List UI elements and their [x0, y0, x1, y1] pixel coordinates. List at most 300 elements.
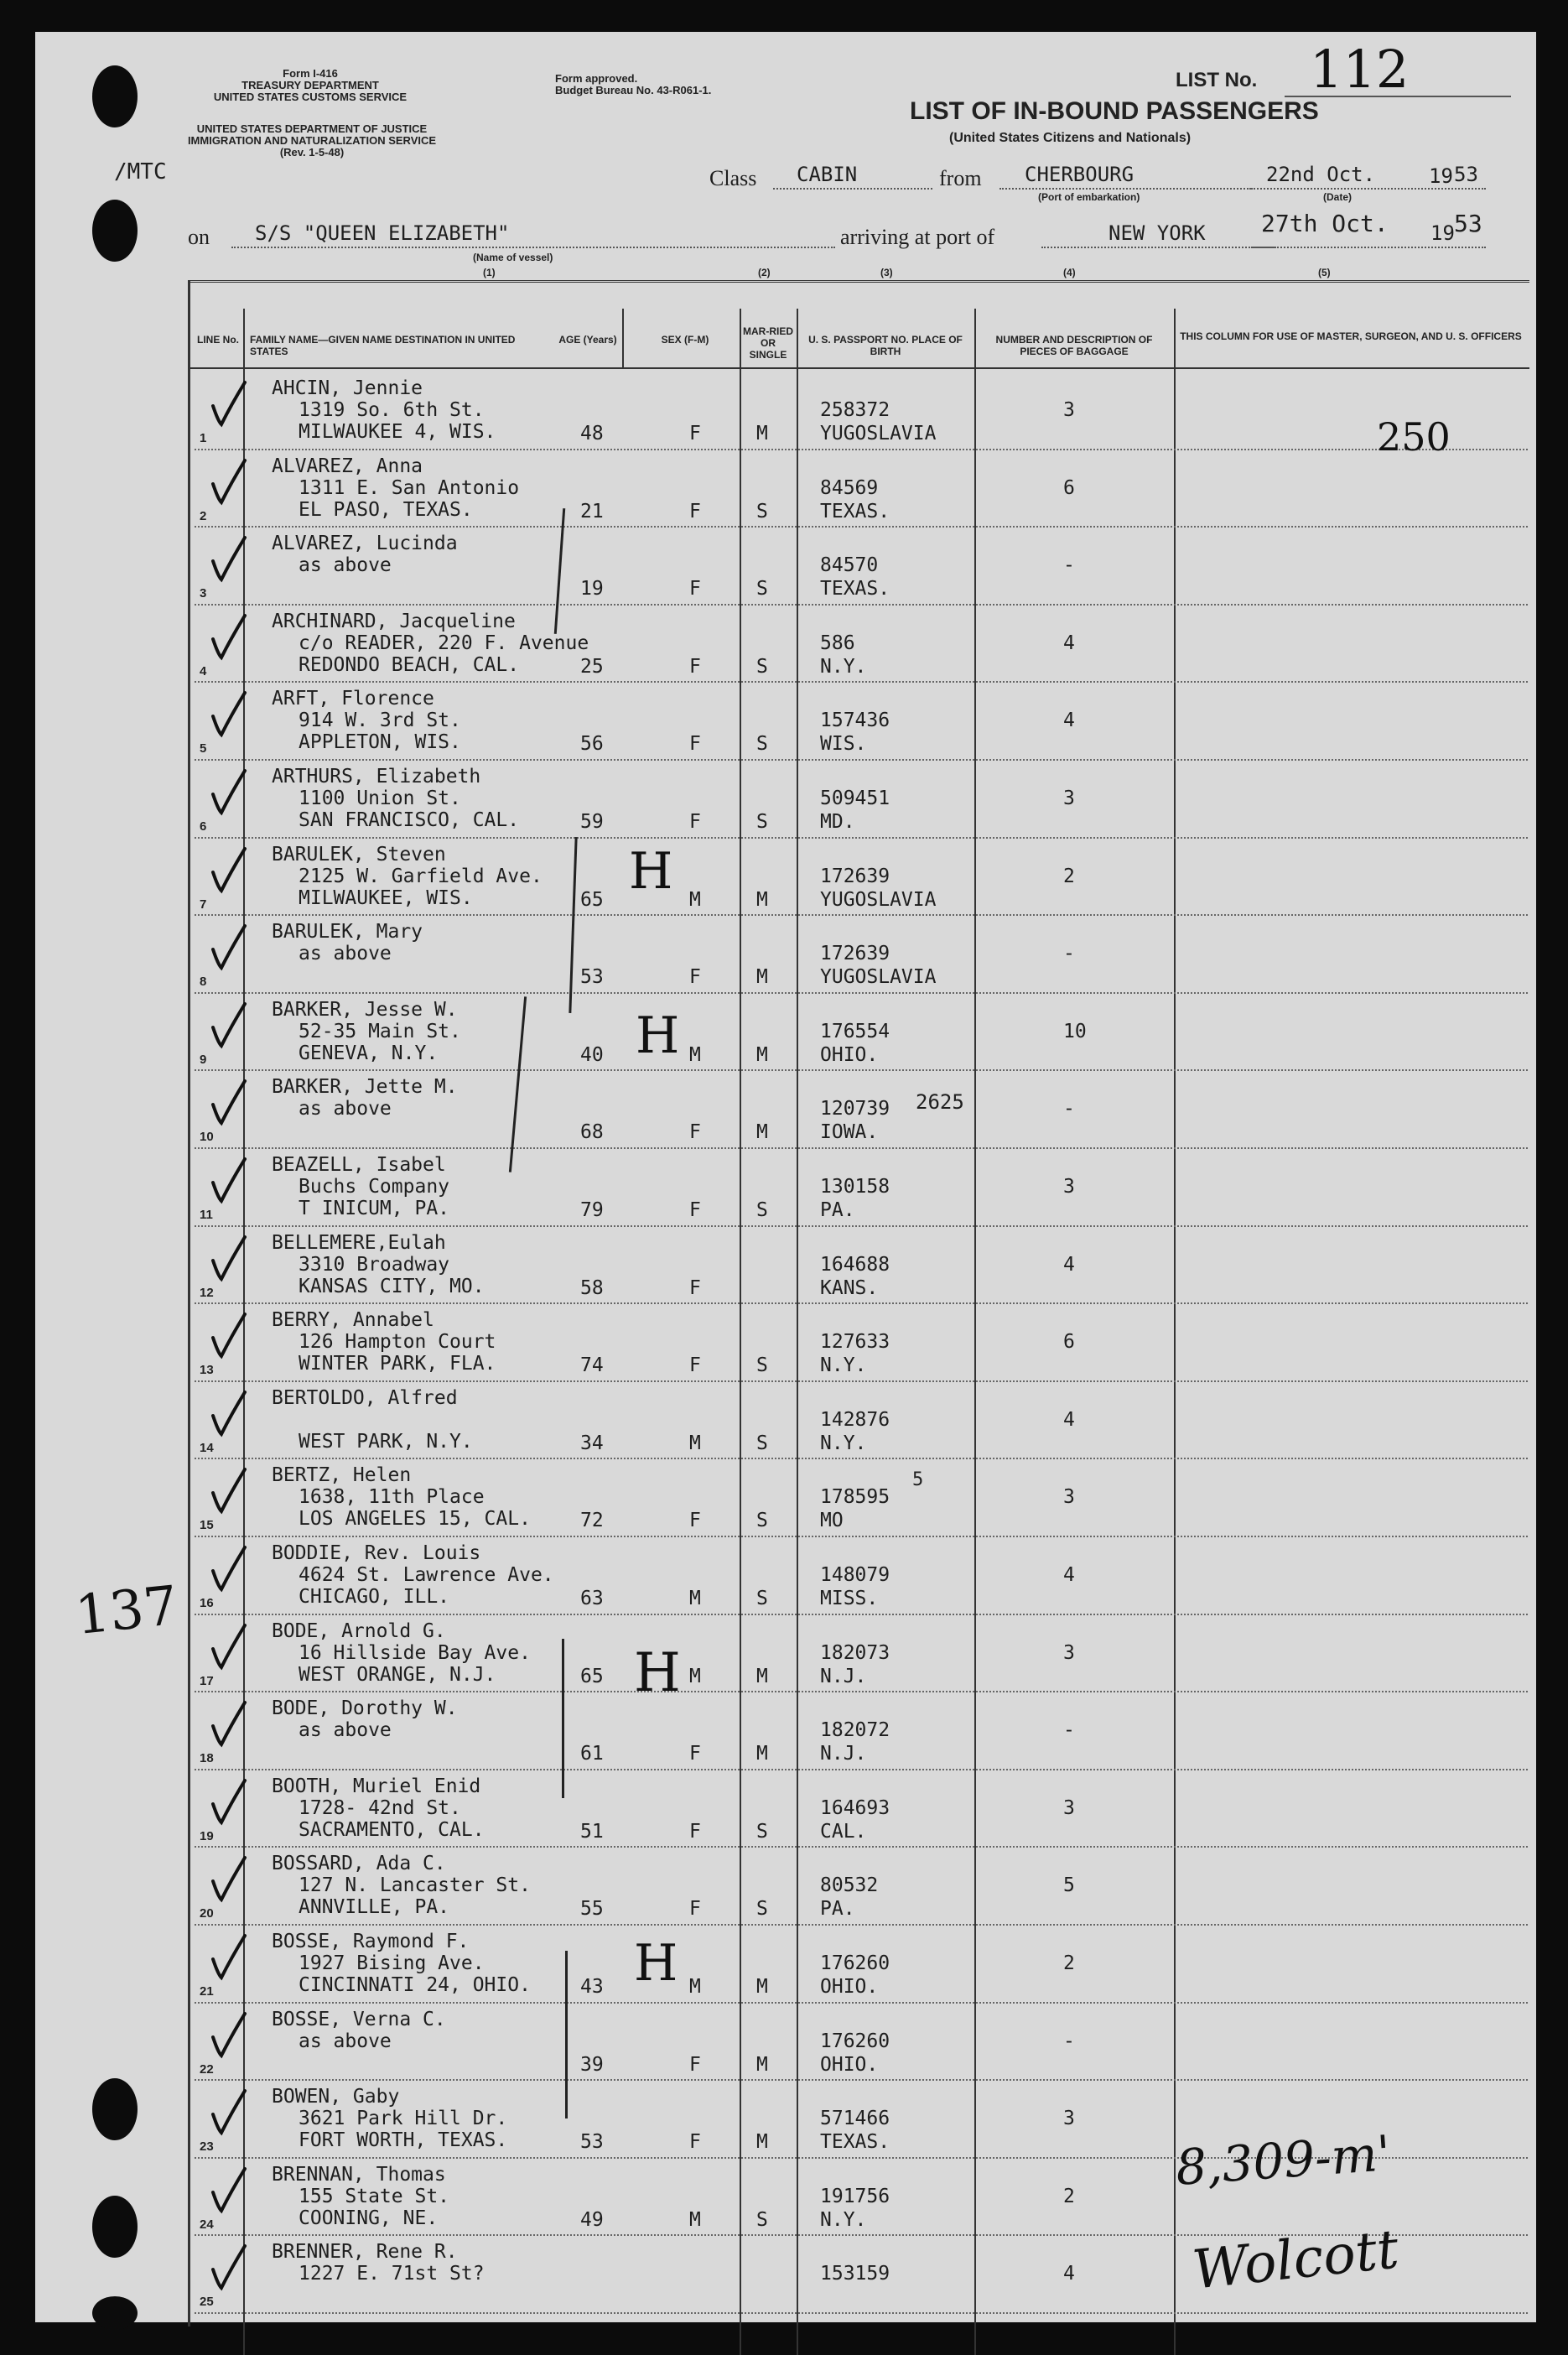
- destination-city: MILWAUKEE 4, WIS.: [299, 421, 496, 443]
- place-of-birth: N.J.: [820, 1743, 867, 1765]
- address-line: as above: [299, 554, 392, 577]
- passenger-name: BERRY, Annabel: [272, 1309, 434, 1332]
- place-of-birth: CAL.: [820, 1820, 867, 1843]
- inspector-signature: Wolcott: [1189, 2218, 1402, 2302]
- address-line: 1638, 11th Place: [299, 1486, 485, 1509]
- place-of-birth: TEXAS.: [820, 2131, 890, 2154]
- sex-value: F: [689, 1898, 701, 1921]
- baggage-count: 3: [1063, 399, 1075, 421]
- destination-city: REDONDO BEACH, CAL.: [299, 653, 520, 676]
- baggage-count: 5: [1063, 1874, 1075, 1897]
- sex-value: F: [689, 1820, 701, 1843]
- address-line: 914 W. 3rd St.: [299, 710, 461, 732]
- line-number: 2: [200, 508, 207, 523]
- punch-hole: [92, 65, 138, 127]
- marital-status: S: [756, 1510, 768, 1532]
- sex-value: F: [689, 423, 701, 444]
- passport-number: 157436: [820, 710, 890, 732]
- check-mark-icon: [208, 2010, 250, 2061]
- baggage-count: 4: [1063, 710, 1075, 732]
- line-number: 24: [200, 2217, 214, 2232]
- marital-status: S: [756, 1820, 768, 1843]
- line-number: 22: [200, 2061, 214, 2077]
- check-mark-icon: [208, 1234, 250, 1284]
- sex-value: F: [689, 966, 701, 989]
- sex-value: F: [689, 1199, 701, 1221]
- passport-correction: 2625: [916, 1090, 964, 1114]
- departure-date: 22nd Oct.: [1266, 163, 1376, 186]
- place-of-birth: OHIO.: [820, 1976, 879, 1998]
- passenger-name: BOSSE, Verna C.: [272, 2008, 446, 2030]
- marital-status: M: [756, 2053, 768, 2076]
- destination-city: ANNVILLE, PA.: [299, 1896, 450, 1919]
- marital-status: S: [756, 500, 768, 522]
- address-line: 16 Hillside Bay Ave.: [299, 1641, 531, 1664]
- justice-label: UNITED STATES DEPARTMENT OF JUSTICE: [196, 122, 428, 135]
- table-top-border: [188, 280, 1529, 283]
- passenger-name: ARCHINARD, Jacqueline: [272, 610, 516, 632]
- baggage-count: 2: [1063, 2185, 1075, 2207]
- passenger-name: ALVAREZ, Anna: [272, 455, 423, 477]
- passport-number: 84569: [820, 476, 879, 499]
- row-separator: [195, 2002, 1528, 2004]
- age-value: 79: [580, 1199, 604, 1221]
- destination-city: SACRAMENTO, CAL.: [299, 1818, 485, 1841]
- vessel-line: [231, 247, 835, 248]
- vessel-caption: (Name of vessel): [473, 252, 553, 263]
- passenger-name: BODDIE, Rev. Louis: [272, 1542, 481, 1564]
- baggage-count: -: [1063, 1098, 1075, 1120]
- class-line: [773, 188, 932, 190]
- sex-value: M: [689, 888, 701, 911]
- arrival-date-line: [1251, 247, 1486, 248]
- col-divider-passport: [797, 309, 798, 2355]
- passenger-name: BARULEK, Steven: [272, 843, 446, 866]
- baggage-count: -: [1063, 554, 1075, 577]
- row-separator: [195, 1225, 1528, 1227]
- passport-number: 176260: [820, 2030, 890, 2052]
- baggage-count: 3: [1063, 2108, 1075, 2130]
- destination-city: FORT WORTH, TEXAS.: [299, 2129, 508, 2152]
- row-separator: [195, 1302, 1528, 1304]
- col-divider-baggage: [974, 309, 976, 2355]
- passport-number: 153159: [820, 2263, 890, 2285]
- address-line: c/o READER, 220 F. Avenue: [299, 632, 589, 654]
- check-mark-icon: [208, 1389, 250, 1439]
- line-number: 20: [200, 1906, 214, 1921]
- passenger-name: BODE, Dorothy W.: [272, 1697, 458, 1720]
- place-of-birth: MO: [820, 1510, 844, 1532]
- check-mark-icon: [208, 2087, 250, 2138]
- passenger-name: ARFT, Florence: [272, 688, 434, 710]
- address-line: 3621 Park Hill Dr.: [299, 2108, 508, 2130]
- check-mark-icon: [208, 1699, 250, 1749]
- table-header-border: [188, 367, 1529, 369]
- destination-city: WINTER PARK, FLA.: [299, 1353, 496, 1375]
- passport-correction: 5: [912, 1469, 924, 1490]
- passenger-name: BERTOLDO, Alfred: [272, 1386, 458, 1409]
- check-mark-icon: [208, 923, 250, 973]
- sex-value: M: [689, 1432, 701, 1454]
- marital-status: S: [756, 733, 768, 756]
- place-of-birth: TEXAS.: [820, 500, 890, 522]
- place-of-birth: PA.: [820, 1199, 855, 1221]
- manifest-page: [35, 32, 1536, 2322]
- row-separator: [195, 449, 1528, 450]
- arrival-year-prefix: 19: [1430, 221, 1455, 245]
- row-separator: [195, 1691, 1528, 1692]
- row-separator: [195, 1458, 1528, 1459]
- check-mark-icon: [208, 689, 250, 740]
- passenger-name: BOSSARD, Ada C.: [272, 1853, 446, 1875]
- passport-number: 182073: [820, 1641, 890, 1664]
- check-mark-icon: [208, 1156, 250, 1206]
- place-of-birth: N.Y.: [820, 2208, 867, 2231]
- address-line: 2125 W. Garfield Ave.: [299, 865, 543, 887]
- row-separator: [195, 759, 1528, 761]
- passenger-name: ALVAREZ, Lucinda: [272, 533, 458, 555]
- row-separator: [195, 1614, 1528, 1615]
- treasury-label: TREASURY DEPARTMENT: [241, 79, 379, 91]
- destination-city: WEST PARK, N.Y.: [299, 1430, 473, 1453]
- line-number: 25: [200, 2295, 214, 2310]
- class-value: CABIN: [797, 163, 858, 186]
- place-of-birth: N.Y.: [820, 655, 867, 678]
- passport-number: 178595: [820, 1486, 890, 1509]
- age-value: 74: [580, 1354, 604, 1377]
- baggage-count: 2: [1063, 865, 1075, 887]
- line-number: 18: [200, 1751, 214, 1766]
- passenger-name: BERTZ, Helen: [272, 1464, 412, 1487]
- check-mark-icon: [208, 1622, 250, 1672]
- place-of-birth: N.J.: [820, 1665, 867, 1687]
- place-of-birth: MISS.: [820, 1588, 879, 1609]
- list-no-value: 112: [1310, 39, 1410, 100]
- passport-number: 176260: [820, 1952, 890, 1974]
- head-tax-mark-h: H: [636, 1006, 680, 1065]
- place-of-birth: MD.: [820, 811, 855, 833]
- age-value: 49: [580, 2208, 604, 2231]
- place-of-birth: WIS.: [820, 733, 867, 756]
- signature-number: 8,309-m': [1173, 2124, 1393, 2196]
- destination-city: LOS ANGELES 15, CAL.: [299, 1508, 531, 1531]
- family-bracket: [509, 996, 527, 1172]
- destination-city: MILWAUKEE, WIS.: [299, 886, 473, 909]
- age-value: 53: [580, 2131, 604, 2154]
- row-separator: [195, 2312, 1528, 2314]
- page-title: LIST OF IN-BOUND PASSENGERS: [910, 97, 1319, 125]
- passenger-name: BARULEK, Mary: [272, 921, 423, 944]
- place-of-birth: YUGOSLAVIA: [820, 888, 937, 911]
- age-value: 68: [580, 1121, 604, 1144]
- ins-label: IMMIGRATION AND NATURALIZATION SERVICE: [187, 134, 437, 147]
- col-header-officers: THIS COLUMN FOR USE OF MASTER, SURGEON, AND U. S. OFFICERS: [1180, 330, 1522, 342]
- list-no-label: LIST No.: [1176, 69, 1258, 91]
- arrival-date: 27th Oct.: [1261, 210, 1389, 237]
- passenger-name: BOOTH, Muriel Enid: [272, 1775, 481, 1797]
- sex-value: F: [689, 1510, 701, 1532]
- check-mark-icon: [208, 1001, 250, 1051]
- destination-city: CHICAGO, ILL.: [299, 1586, 450, 1608]
- place-of-birth: OHIO.: [820, 2053, 879, 2076]
- destination-city: CINCINNATI 24, OHIO.: [299, 1974, 531, 1996]
- age-value: 39: [580, 2053, 604, 2076]
- check-mark-icon: [208, 1466, 250, 1516]
- marital-status: M: [756, 1121, 768, 1144]
- age-value: 65: [580, 1665, 604, 1687]
- row-separator: [195, 914, 1528, 916]
- passport-number: 127633: [820, 1331, 890, 1354]
- from-value: CHERBOURG: [1025, 163, 1134, 186]
- sex-value: F: [689, 655, 701, 678]
- address-line: 1728- 42nd St.: [299, 1796, 461, 1819]
- departure-year-prefix: 19: [1429, 164, 1453, 188]
- head-tax-mark-h: H: [634, 1934, 678, 1993]
- passport-number: 571466: [820, 2108, 890, 2130]
- address-line: as above: [299, 1719, 392, 1742]
- marital-status: M: [756, 423, 768, 444]
- col-header-passport: U. S. PASSPORT NO. PLACE OF BIRTH: [808, 334, 963, 357]
- marital-status: M: [756, 888, 768, 911]
- baggage-count: 3: [1063, 1486, 1075, 1509]
- departure-year-suffix: 53: [1454, 163, 1478, 186]
- address-line: 1100 Union St.: [299, 788, 461, 809]
- line-number: 6: [200, 819, 207, 834]
- customs-label: UNITED STATES CUSTOMS SERVICE: [213, 91, 408, 103]
- passenger-name: BRENNAN, Thomas: [272, 2163, 446, 2186]
- place-of-birth: N.Y.: [820, 1432, 867, 1454]
- check-mark-icon: [208, 1311, 250, 1361]
- check-mark-icon: [208, 2243, 250, 2293]
- sex-value: F: [689, 1121, 701, 1144]
- on-label: on: [188, 225, 210, 249]
- place-of-birth: N.Y.: [820, 1354, 867, 1377]
- place-of-birth: KANS.: [820, 1276, 879, 1299]
- passport-number: 120739: [820, 1098, 890, 1120]
- baggage-count: 6: [1063, 476, 1075, 499]
- age-value: 53: [580, 966, 604, 989]
- passport-number: 182072: [820, 1719, 890, 1742]
- line-number: 5: [200, 741, 207, 756]
- row-separator: [195, 681, 1528, 683]
- sex-value: M: [689, 1588, 701, 1609]
- arrival-port: NEW YORK: [1109, 221, 1206, 245]
- baggage-count: -: [1063, 1719, 1075, 1742]
- passenger-name: ARTHURS, Elizabeth: [272, 766, 481, 788]
- col-number-1: (1): [483, 267, 496, 278]
- row-separator: [195, 1147, 1528, 1149]
- passenger-name: BODE, Arnold G.: [272, 1619, 446, 1642]
- baggage-count: 3: [1063, 1641, 1075, 1664]
- passenger-name: BARKER, Jette M.: [272, 1076, 458, 1099]
- family-bracket: [569, 837, 577, 1013]
- passport-number: 586: [820, 632, 855, 654]
- passport-number: 164693: [820, 1796, 890, 1819]
- passenger-name: BELLEMERE,Eulah: [272, 1231, 446, 1254]
- age-value: 48: [580, 423, 604, 444]
- age-value: 19: [580, 578, 604, 600]
- marital-status: S: [756, 1588, 768, 1609]
- punch-hole: [92, 2196, 138, 2258]
- col-divider-married: [740, 309, 741, 2355]
- place-of-birth: TEXAS.: [820, 578, 890, 600]
- address-line: 155 State St.: [299, 2185, 450, 2207]
- vessel-name: S/S "QUEEN ELIZABETH": [255, 221, 510, 245]
- check-mark-icon: [208, 1932, 250, 1983]
- line-number: 9: [200, 1052, 207, 1067]
- col-divider-officers: [1174, 309, 1176, 2355]
- age-value: 63: [580, 1588, 604, 1609]
- baggage-count: 2: [1063, 1952, 1075, 1974]
- col-header-baggage: NUMBER AND DESCRIPTION OF PIECES OF BAGGAGE: [995, 334, 1153, 357]
- sex-value: M: [689, 1976, 701, 1998]
- col-header-married: MAR-RIED OR SINGLE: [743, 325, 793, 361]
- passport-number: 148079: [820, 1564, 890, 1586]
- line-number: 23: [200, 2139, 214, 2155]
- from-line: [999, 188, 1251, 190]
- passenger-name: AHCIN, Jennie: [272, 377, 423, 399]
- age-value: 58: [580, 1276, 604, 1299]
- passport-number: 509451: [820, 788, 890, 809]
- punch-hole: [92, 2078, 138, 2140]
- line-number: 17: [200, 1673, 214, 1688]
- arriving-label: arriving at port of: [840, 225, 995, 249]
- place-of-birth: IOWA.: [820, 1121, 879, 1144]
- passenger-name: BARKER, Jesse W.: [272, 998, 458, 1021]
- line-number: 7: [200, 897, 207, 912]
- age-value: 43: [580, 1976, 604, 1998]
- baggage-count: 10: [1063, 1020, 1087, 1042]
- marital-status: M: [756, 966, 768, 989]
- check-mark-icon: [208, 1854, 250, 1905]
- form-number: Form I-416: [283, 67, 338, 80]
- marital-status: S: [756, 1199, 768, 1221]
- marital-status: S: [756, 655, 768, 678]
- address-line: 1319 So. 6th St.: [299, 399, 485, 421]
- place-of-birth: OHIO.: [820, 1043, 879, 1066]
- sex-value: M: [689, 1665, 701, 1687]
- port-line: [1041, 247, 1276, 248]
- passenger-name: BRENNER, Rene R.: [272, 2241, 458, 2264]
- destination-city: APPLETON, WIS.: [299, 731, 461, 754]
- punch-hole: [92, 2296, 138, 2330]
- line-number: 16: [200, 1596, 214, 1610]
- baggage-count: 4: [1063, 1408, 1075, 1431]
- passenger-count-250: 250: [1377, 414, 1451, 460]
- age-value: 55: [580, 1898, 604, 1921]
- baggage-count: 6: [1063, 1331, 1075, 1354]
- head-tax-mark-h: H: [629, 842, 673, 901]
- row-separator: [195, 604, 1528, 606]
- col-divider-sex: [622, 309, 624, 367]
- marital-status: M: [756, 1976, 768, 1998]
- row-separator: [195, 1846, 1528, 1848]
- marital-status: M: [756, 1043, 768, 1066]
- sex-value: M: [689, 2208, 701, 2231]
- destination-city: COONING, NE.: [299, 2207, 439, 2229]
- from-label: from: [939, 166, 982, 190]
- date-line: [1251, 188, 1486, 190]
- baggage-count: 3: [1063, 788, 1075, 809]
- address-line: 126 Hampton Court: [299, 1331, 496, 1354]
- destination-city: KANSAS CITY, MO.: [299, 1275, 485, 1297]
- check-mark-icon: [208, 1078, 250, 1128]
- page-subtitle: (United States Citizens and Nationals): [949, 131, 1192, 145]
- line-number: 13: [200, 1363, 214, 1378]
- row-separator: [195, 1069, 1528, 1071]
- check-mark-icon: [208, 767, 250, 818]
- marital-status: M: [756, 1743, 768, 1765]
- check-mark-icon: [208, 612, 250, 663]
- baggage-count: -: [1063, 2030, 1075, 2052]
- row-separator: [195, 992, 1528, 994]
- passport-number: 84570: [820, 554, 879, 577]
- sex-value: F: [689, 1743, 701, 1765]
- marital-status: S: [756, 811, 768, 833]
- baggage-count: 3: [1063, 1796, 1075, 1819]
- check-mark-icon: [208, 2165, 250, 2216]
- passenger-name: BEAZELL, Isabel: [272, 1154, 446, 1176]
- address-line: as above: [299, 943, 392, 965]
- col-header-name: FAMILY NAME—GIVEN NAME DESTINATION IN UNITED STATES: [250, 334, 516, 357]
- address-line: 1927 Bising Ave.: [299, 1952, 485, 1974]
- age-value: 25: [580, 655, 604, 678]
- row-separator: [195, 1536, 1528, 1537]
- row-separator: [195, 526, 1528, 528]
- destination-city: T INICUM, PA.: [299, 1198, 450, 1219]
- sex-value: F: [689, 1276, 701, 1299]
- passport-number: 172639: [820, 865, 890, 887]
- form-approved: Form approved.: [555, 72, 638, 85]
- revision-label: (Rev. 1-5-48): [279, 146, 345, 159]
- marital-status: S: [756, 2208, 768, 2231]
- line-number: 14: [200, 1440, 214, 1455]
- line-number: 10: [200, 1130, 214, 1145]
- marital-status: M: [756, 1665, 768, 1687]
- port-caption: (Port of embarkation): [1038, 191, 1140, 203]
- passport-number: 191756: [820, 2185, 890, 2207]
- address-line: as above: [299, 1098, 392, 1120]
- family-bracket: [565, 1951, 568, 2118]
- check-mark-icon: [208, 1544, 250, 1594]
- age-value: 72: [580, 1510, 604, 1532]
- sex-value: F: [689, 1354, 701, 1377]
- marital-status: S: [756, 1432, 768, 1454]
- destination-city: SAN FRANCISCO, CAL.: [299, 809, 520, 831]
- col-header-age: AGE (Years): [558, 334, 617, 346]
- sex-value: F: [689, 733, 701, 756]
- budget-bureau: Budget Bureau No. 43-R061-1.: [555, 84, 712, 96]
- destination-city: WEST ORANGE, N.J.: [299, 1663, 496, 1686]
- address-line: 4624 St. Lawrence Ave.: [299, 1564, 554, 1586]
- col-number-5: (5): [1318, 267, 1331, 278]
- row-separator: [195, 1924, 1528, 1926]
- address-line: 52-35 Main St.: [299, 1020, 461, 1042]
- baggage-count: -: [1063, 943, 1075, 965]
- destination-city: GENEVA, N.Y.: [299, 1042, 439, 1064]
- margin-note-137: 137: [72, 1574, 181, 1648]
- sex-value: F: [689, 2053, 701, 2076]
- col-header-sex: SEX (F-M): [661, 334, 709, 346]
- mtc-mark: /MTC: [114, 159, 167, 185]
- family-bracket: [562, 1639, 564, 1798]
- age-value: 65: [580, 888, 604, 911]
- place-of-birth: PA.: [820, 1898, 855, 1921]
- head-tax-mark-h: H: [634, 1642, 681, 1704]
- col-header-line: LINE No.: [197, 334, 239, 346]
- passport-number: 172639: [820, 943, 890, 965]
- line-number: 1: [200, 431, 207, 445]
